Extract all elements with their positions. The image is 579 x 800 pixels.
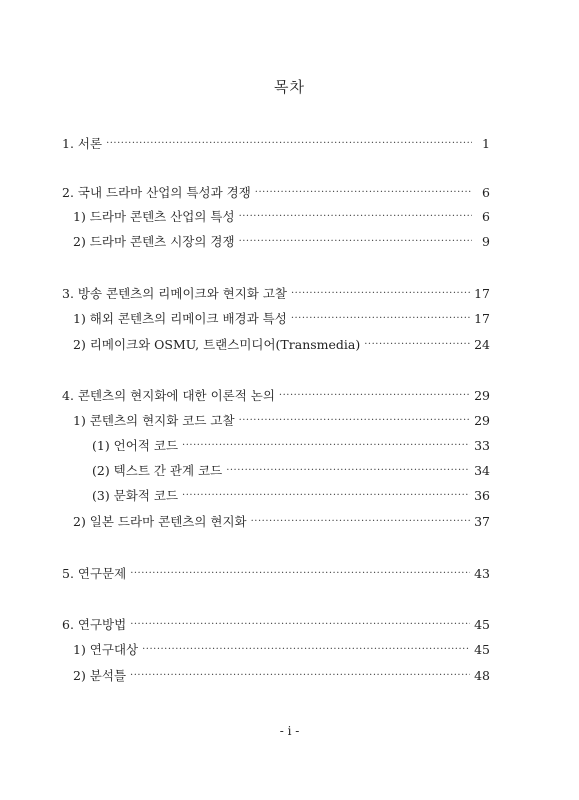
toc-entry-page: 24	[474, 337, 490, 352]
page-title: 목차	[274, 78, 305, 96]
toc-entry-3[interactable]	[62, 284, 490, 304]
toc-entry-label: 1) 콘텐츠의 현지화 코드 고찰	[73, 413, 235, 428]
toc-entry-3-2[interactable]	[73, 335, 490, 355]
toc-entry-4-1-2[interactable]	[92, 461, 490, 481]
toc-entry-page: 43	[474, 566, 490, 581]
toc-entry-2-1[interactable]	[73, 207, 490, 227]
toc-entry-label: 1. 서론	[62, 136, 103, 151]
toc-leader-dots	[106, 134, 472, 154]
toc-entry-6-1[interactable]	[73, 640, 490, 660]
toc-entry-page: 33	[474, 438, 490, 453]
toc-entry-4-1-1[interactable]	[92, 436, 490, 456]
toc-leader-dots	[364, 335, 470, 355]
toc-entry-page: 6	[482, 209, 490, 224]
toc-entry-4[interactable]	[62, 386, 490, 406]
toc-entry-label: (3) 문화적 코드	[92, 488, 179, 503]
toc-entry-label: (1) 언어적 코드	[92, 438, 179, 453]
toc-entry-2[interactable]	[62, 183, 490, 203]
toc-entry-page: 45	[474, 617, 490, 632]
toc-entry-page: 9	[482, 234, 490, 249]
toc-leader-dots	[239, 411, 471, 431]
toc-leader-dots	[182, 436, 470, 456]
toc-entry-label: 4. 콘텐츠의 현지화에 대한 이론적 논의	[62, 388, 275, 403]
toc-leader-dots	[291, 309, 470, 329]
toc-entry-3-1[interactable]	[73, 309, 490, 329]
toc-leader-dots	[142, 640, 470, 660]
toc-entry-4-1-3[interactable]	[92, 486, 490, 506]
toc-entry-page: 36	[474, 488, 490, 503]
toc-entry-label: 3. 방송 콘텐츠의 리메이크와 현지화 고찰	[62, 286, 287, 301]
toc-entry-4-1[interactable]	[73, 411, 490, 431]
toc-entry-label: 1) 해외 콘텐츠의 리메이크 배경과 특성	[73, 311, 287, 326]
toc-entry-page: 1	[482, 136, 490, 151]
toc-entry-label: 2) 분석틀	[73, 668, 127, 683]
toc-leader-dots	[130, 564, 470, 584]
toc-entry-page: 17	[474, 286, 490, 301]
toc-entry-5[interactable]	[62, 564, 490, 584]
toc-entry-page: 6	[482, 185, 490, 200]
toc-entry-page: 34	[474, 463, 490, 478]
toc-leader-dots	[251, 512, 470, 532]
page-number-footer: - i -	[279, 724, 300, 738]
toc-entry-page: 29	[474, 388, 490, 403]
toc-entry-6-2[interactable]	[73, 666, 490, 686]
toc-entry-1[interactable]	[62, 134, 490, 154]
toc-entry-label: 2) 일본 드라마 콘텐츠의 현지화	[73, 514, 247, 529]
toc-entry-page: 17	[474, 311, 490, 326]
toc-entry-page: 48	[474, 668, 490, 683]
toc-leader-dots	[239, 232, 472, 252]
toc-entry-label: 2) 드라마 콘텐츠 시장의 경쟁	[73, 234, 235, 249]
toc-leader-dots	[226, 461, 470, 481]
toc-entry-page: 29	[474, 413, 490, 428]
toc-entry-page: 45	[474, 642, 490, 657]
toc-entry-4-2[interactable]	[73, 512, 490, 532]
toc-entry-label: 2. 국내 드라마 산업의 특성과 경쟁	[62, 185, 251, 200]
toc-leader-dots	[239, 207, 472, 227]
toc-entry-2-2[interactable]	[73, 232, 490, 252]
toc-entry-label: 6. 연구방법	[62, 617, 127, 632]
toc-leader-dots	[182, 486, 470, 506]
toc-entry-label: 1) 드라마 콘텐츠 산업의 특성	[73, 209, 235, 224]
toc-leader-dots	[255, 183, 472, 203]
toc-leader-dots	[130, 666, 470, 686]
toc-entry-label: 2) 리메이크와 OSMU, 트랜스미디어(Transmedia)	[73, 337, 361, 352]
toc-entry-label: 1) 연구대상	[73, 642, 139, 657]
toc-leader-dots	[279, 386, 470, 406]
toc-leader-dots	[130, 615, 470, 635]
toc-entry-6[interactable]	[62, 615, 490, 635]
toc-entry-label: 5. 연구문제	[62, 566, 127, 581]
toc-entry-label: (2) 텍스트 간 관계 코드	[92, 463, 223, 478]
toc-entry-page: 37	[474, 514, 490, 529]
toc-leader-dots	[291, 284, 470, 304]
